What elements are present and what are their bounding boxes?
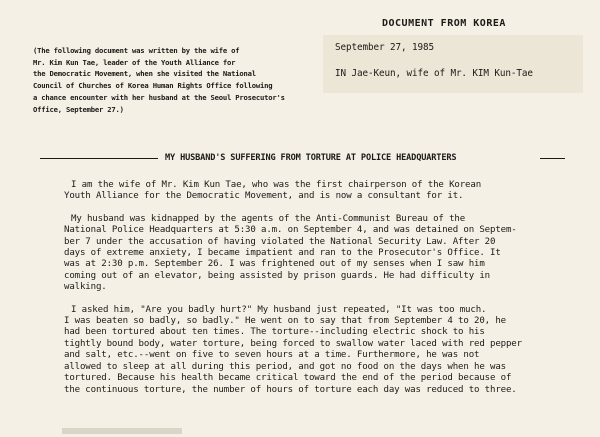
text-line: I was beaten so badly, so badly." He went on to say that from September 4 to 20, he bbox=[64, 316, 506, 327]
text-line: I asked him, "Are you badly hurt?" My husband just repeated, "It was too much. bbox=[71, 304, 487, 315]
section-heading: MY HUSBAND'S SUFFERING FROM TORTURE AT POLICE HEADQUARTERS bbox=[165, 153, 457, 163]
text-line: Youth Alliance for the Democratic Movement, and is now a consultant for it. bbox=[64, 191, 464, 202]
text-line: walking. bbox=[64, 282, 107, 293]
text-line: had been tortured about ten times. The torture--including electric shock to his bbox=[64, 327, 485, 338]
intro-note bbox=[33, 45, 305, 115]
intro-line: Office, September 27.) bbox=[33, 104, 124, 114]
intro-line: (The following document was written by the wife of bbox=[33, 46, 240, 55]
text-line: was at 2:30 p.m. September 26. I was frightened out of my senses when I saw him bbox=[64, 259, 485, 270]
document-date: September 27, 1985 bbox=[335, 42, 434, 53]
text-line: tortured. Because his health became critical toward the end of the period because of bbox=[64, 373, 512, 384]
text-line: My husband was kidnapped by the agents of the Anti-Communist Bureau of the bbox=[71, 213, 466, 224]
text-line: allowed to sleep at all during this period, and got no food on the days when he was bbox=[64, 361, 506, 372]
paragraph bbox=[64, 214, 580, 294]
heading-rule-right bbox=[540, 158, 565, 159]
text-line: National Police Headquarters at 5:30 a.m. on September 4, and was detained on Septem- bbox=[64, 225, 517, 236]
intro-line: the Democratic Movement, when she visited the National bbox=[33, 69, 256, 79]
text-line: the continuous torture, the number of hours of torture each day was reduced to three. bbox=[64, 384, 517, 395]
heading-rule-left bbox=[40, 158, 158, 159]
intro-line: Council of Churches of Korea Human Rights Office following bbox=[33, 81, 273, 91]
text-line: ber 7 under the accusation of having violated the National Security Law. After 20 bbox=[64, 236, 496, 247]
text-line: and salt, etc.--went on five to seven hours at a time. Furthermore, he was not bbox=[64, 350, 480, 361]
paragraph bbox=[64, 305, 580, 396]
body-text bbox=[64, 180, 580, 407]
document-byline: IN Jae-Keun, wife of Mr. KIM Kun-Tae bbox=[335, 68, 533, 79]
paragraph bbox=[64, 180, 580, 203]
document-title: DOCUMENT FROM KOREA bbox=[382, 18, 506, 29]
text-line: tightly bound body, water torture, being forced to swallow water laced with red pepper bbox=[64, 338, 522, 349]
text-line: days of extreme anxiety, I became impatient and ran to the Prosecutor's Office. It bbox=[64, 248, 501, 259]
intro-line: a chance encounter with her husband at the Seoul Prosecutor's bbox=[33, 92, 285, 102]
text-line: coming out of an elevator, being assisted by prison guards. He had difficulty in bbox=[64, 270, 490, 281]
cropped-text-fragment bbox=[62, 428, 182, 434]
intro-line: Mr. Kim Kun Tae, leader of the Youth Alliance for bbox=[33, 57, 236, 67]
text-line: I am the wife of Mr. Kim Kun Tae, who was the first chairperson of the Korean bbox=[71, 180, 482, 190]
